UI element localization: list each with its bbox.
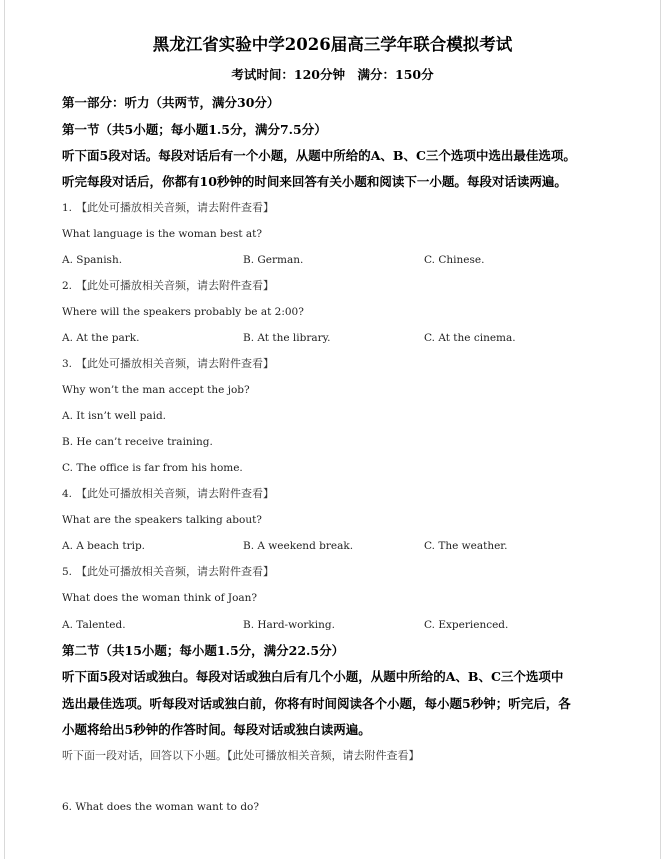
question-4-option-b[interactable]: B. A weekend break. <box>243 540 354 552</box>
question-3-option-b[interactable]: B. He can’t receive training. <box>62 436 213 448</box>
question-4-audio-link[interactable]: 【此处可播放相关音频，请去附件查看】 <box>76 487 274 500</box>
question-3-option-c[interactable]: C. The office is far from his home. <box>62 462 243 474</box>
question-1-option-a[interactable]: A. Spanish. <box>62 254 123 266</box>
question-5-option-a[interactable]: A. Talented. <box>62 619 126 631</box>
section1-instruction-1: 听下面5段对话。每段对话后有一个小题，从题中所给的A、B、C三个选项中选出最佳选项。 <box>62 148 576 163</box>
question-1-audio-link[interactable]: 【此处可播放相关音频，请去附件查看】 <box>76 201 274 214</box>
page-border-left <box>4 0 5 859</box>
question-5-option-b[interactable]: B. Hard-working. <box>243 619 335 631</box>
question-4-text: What are the speakers talking about? <box>62 514 262 526</box>
section2-instruction-1: 听下面5段对话或独白。每段对话或独白后有几个小题，从题中所给的A、B、C三个选项中 <box>62 669 564 684</box>
question-2-audio-link[interactable]: 【此处可播放相关音频，请去附件查看】 <box>76 279 274 292</box>
question-1-text: What language is the woman best at? <box>62 228 263 240</box>
question-1-number: 1. <box>62 202 73 214</box>
section2-instruction-2: 选出最佳选项。听每段对话或独白前，你将有时间阅读各个小题，每小题5秒钟；听完后，各 <box>62 696 571 711</box>
question-3-text: Why won’t the man accept the job? <box>62 384 250 396</box>
section2-instruction-3: 小题将给出5秒钟的作答时间。每段对话或独白读两遍。 <box>62 722 371 737</box>
question-3-option-a[interactable]: A. It isn’t well paid. <box>62 410 167 422</box>
question-2-number: 2. <box>62 280 73 292</box>
question-4-option-c[interactable]: C. The weather. <box>424 540 508 552</box>
question-3-number: 3. <box>62 358 73 370</box>
question-5-text: What does the woman think of Joan? <box>62 592 258 604</box>
page-border-right <box>660 0 661 859</box>
question-3-audio-link[interactable]: 【此处可播放相关音频，请去附件查看】 <box>76 357 274 370</box>
question-1-option-b[interactable]: B. German. <box>243 254 304 266</box>
question-4-option-a[interactable]: A. A beach trip. <box>62 540 146 552</box>
section1-heading: 第一节（共5小题；每小题1.5分，满分7.5分） <box>62 122 327 137</box>
question-4-number: 4. <box>62 488 73 500</box>
question-1-option-c[interactable]: C. Chinese. <box>424 254 485 266</box>
section2-heading: 第二节（共15小题；每小题1.5分，满分22.5分） <box>62 643 345 658</box>
question-5-audio-link[interactable]: 【此处可播放相关音频，请去附件查看】 <box>76 565 274 578</box>
question-2-option-a[interactable]: A. At the park. <box>62 332 140 344</box>
part1-heading: 第一部分：听力（共两节，满分30分） <box>62 95 280 110</box>
exam-title: 黑龙江省实验中学2026届高三学年联合模拟考试 <box>152 35 513 54</box>
question-5-option-c[interactable]: C. Experienced. <box>424 619 509 631</box>
listen-prompt-audio-link[interactable]: 听下面一段对话，回答以下小题。【此处可播放相关音频，请去附件查看】 <box>62 749 420 762</box>
question-5-number: 5. <box>62 566 73 578</box>
question-6-text: 6. What does the woman want to do? <box>62 801 259 813</box>
exam-info: 考试时间：120分钟 满分：150分 <box>231 67 434 82</box>
section1-instruction-2: 听完每段对话后，你都有10秒钟的时间来回答有关小题和阅读下一小题。每段对话读两遍。 <box>62 174 567 189</box>
question-2-option-c[interactable]: C. At the cinema. <box>424 332 516 344</box>
question-2-text: Where will the speakers probably be at 2:00? <box>62 306 304 318</box>
question-2-option-b[interactable]: B. At the library. <box>243 332 331 344</box>
